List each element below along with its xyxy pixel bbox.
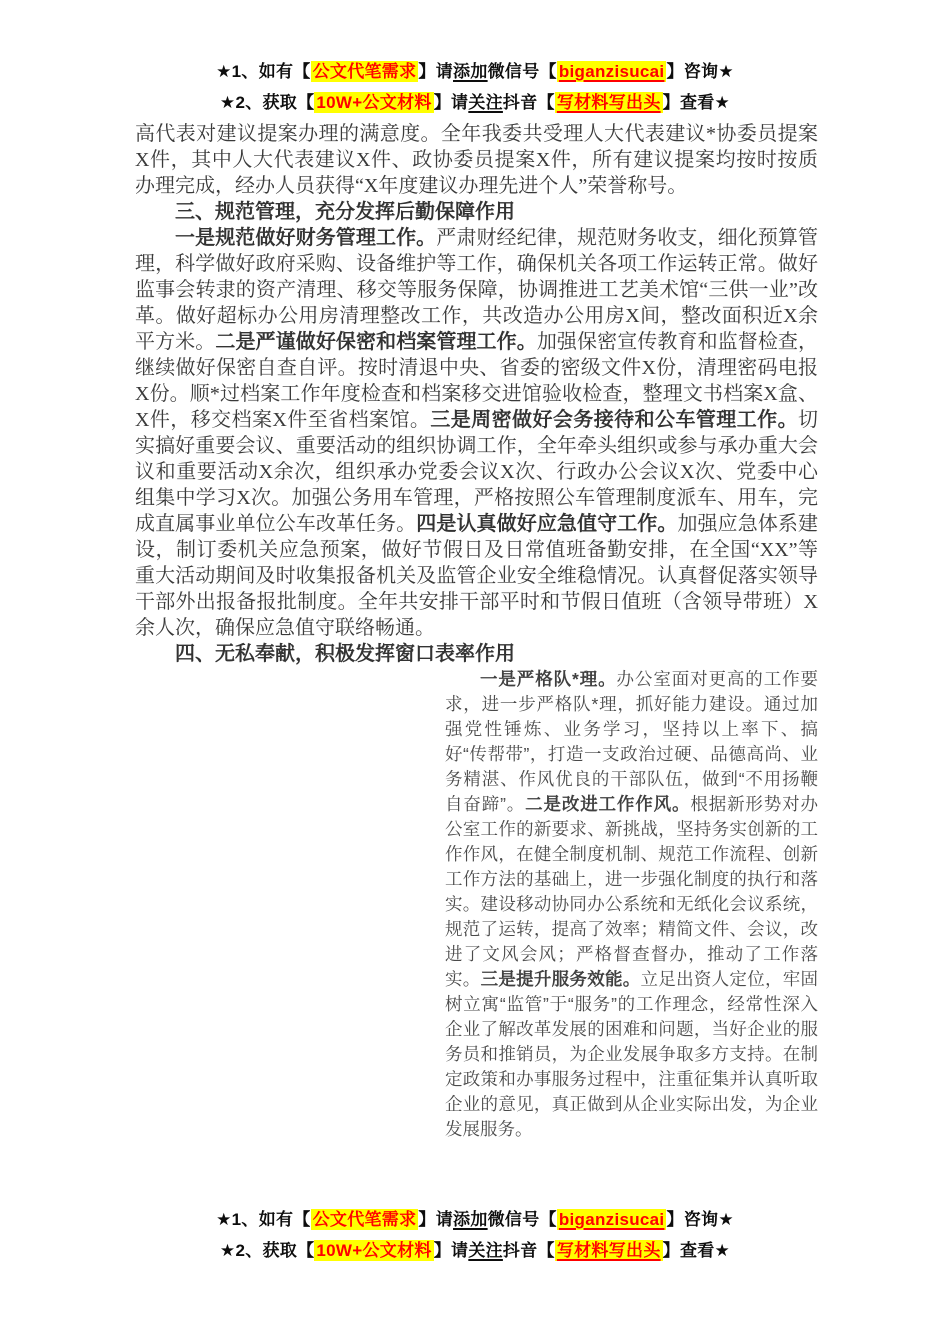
missing-image-placeholder (135, 667, 445, 1137)
text-run: 】请 (418, 1210, 454, 1229)
text-run: ★2、获取【 (219, 93, 315, 112)
promo-line-1 (0, 56, 950, 87)
promo-line-2 (0, 1235, 950, 1266)
promo-highlight: 10W+公文材料 (316, 93, 432, 112)
footer-promo-banner (0, 1204, 950, 1266)
text-run: 微信号【 (487, 1210, 557, 1229)
bold-lead-in: 四、无私奉献，积极发挥窗口表率作用 (175, 643, 515, 665)
text-run: ★1、如有【 (216, 62, 311, 81)
promo-highlight-link: 写材料写出头 (556, 93, 661, 112)
section-heading (135, 199, 818, 225)
promo-line-1 (0, 1204, 950, 1235)
text-run: 加强应急体系建设，制订委机关应急预案，做好节假日及日常值班备勤安排，在全国“XX”等重大活动期间及时收集报备机关及监管企业安全维稳情况。认真督促落实领导干部外出报备报批制度。全年共安排干部平时和节假日值班（含领导带班）X余人次，确保应急值守联络畅通。 (135, 513, 819, 639)
bold-lead-in: 三是周密做好会务接待和公车管理工作。 (430, 409, 799, 431)
bold-lead-in: 二是改进工作作风。 (525, 794, 691, 814)
text-run: 抖音【 (502, 93, 555, 112)
promo-underline-text: 关注 (468, 93, 503, 112)
text-run: 微信号【 (487, 62, 557, 81)
promo-highlight-link: 写材料写出头 (556, 1241, 661, 1260)
promo-underline-text: 添加 (453, 1210, 488, 1229)
wrapped-paragraph (445, 667, 818, 1142)
bold-lead-in: 三、规范管理，充分发挥后勤保障作用 (175, 201, 515, 223)
text-run: 严肃财经纪律，规范财务收支，细化预算管理，科学做好政府采购、设备维护等工作，确保机关各项工作运转正常。做好监事会转隶的资产清理、移交等服务保障，协调推进工艺美术馆“三供一业”改革。做好超标办公用房清理整改工作，共改造办公用房X间，整改面积近X余平方米。 (135, 227, 819, 353)
promo-underline-text: 关注 (468, 1241, 503, 1260)
text-run: 】查看★ (662, 1241, 731, 1260)
text-run: 】请 (433, 1241, 469, 1260)
text-run: 加强保密宣传教育和监督检查，继续做好保密自查自评。按时清退中央、省委的密级文件X份，清理密码电报X份。顺*过档案工作年度检查和档案移交进馆验收检查，整理文书档案X盒、X件，移交档案X件至省档案馆。 (135, 331, 819, 431)
text-run: 】咨询★ (666, 62, 734, 81)
promo-highlight: 10W+公文材料 (316, 1241, 432, 1260)
bold-lead-in: 二是严谨做好保密和档案管理工作。 (215, 331, 537, 353)
bold-lead-in: 四是认真做好应急值守工作。 (416, 513, 678, 535)
text-run: ★2、获取【 (219, 1241, 315, 1260)
bold-lead-in: 一是严格队*理。 (480, 669, 617, 689)
text-run: 立足出资人定位，牢固树立寓“监管”于“服务”的工作理念，经常性深入企业了解改革发展的困难和问题，当好企业的服务员和推销员，为企业发展争取多方支持。在制定政策和办事服务过程中，注重征集并认真听取企业的意见，真正做到从企业实际出发，为企业发展服务。 (445, 969, 818, 1139)
text-run: 】请 (433, 93, 469, 112)
wrapped-text-section (135, 667, 818, 1142)
promo-line-2 (0, 87, 950, 118)
text-run: 根据新形势对办公室工作的新要求、新挑战，坚持务实创新的工作作风，在健全制度机制、规范工作流程、创新工作方法的基础上，进一步强化制度的执行和落实。建设移动协同办公系统和无纸化会议系统，规范了运转，提高了效率；精简文件、会议，改进了文风会风；严格督查督办，推动了工作落实。 (445, 794, 818, 989)
text-run: 办公室面对更高的工作要求，进一步严格队*理，抓好能力建设。通过加强党性锤炼、业务学习，坚持以上率下、搞好“传帮带”，打造一支政治过硬、品德高尚、业务精湛、作风优良的干部队伍，做到“不用扬鞭自奋蹄”。 (445, 669, 818, 814)
text-run: 抖音【 (502, 1241, 555, 1260)
document-body (135, 121, 818, 1142)
bold-lead-in: 三是提升服务效能。 (480, 969, 641, 989)
text-run: 切实搞好重要会议、重要活动的组织协调工作，全年牵头组织或参与承办重大会议和重要活动X余次，组织承办党委会议X次、行政办公会议X次、党委中心组集中学习X次。加强公务用车管理，严格按照公车管理制度派车、用车，完成直属事业单位公车改革任务。 (135, 409, 819, 535)
text-run: 】请 (418, 62, 454, 81)
promo-underline-text: 添加 (453, 62, 488, 81)
text-run: 】查看★ (662, 93, 731, 112)
text-run: 高代表对建议提案办理的满意度。全年我委共受理人大代表建议*协委员提案X件，其中人大代表建议X件、政协委员提案X件，所有建议提案均按时按质办理完成，经办人员获得“X年度建议办理先进个人”荣誉称号。 (135, 123, 818, 197)
promo-highlight: 公文代笔需求 (312, 62, 417, 81)
body-paragraph (135, 225, 818, 641)
promo-highlight-link: biganzisucai (558, 1210, 665, 1229)
text-run: 】咨询★ (666, 1210, 734, 1229)
promo-highlight-link: biganzisucai (558, 62, 665, 81)
promo-highlight: 公文代笔需求 (312, 1210, 417, 1229)
body-paragraph (135, 121, 818, 199)
bold-lead-in: 一是规范做好财务管理工作。 (175, 227, 437, 249)
section-heading (135, 641, 818, 667)
header-promo-banner (0, 56, 950, 118)
text-run: ★1、如有【 (216, 1210, 311, 1229)
